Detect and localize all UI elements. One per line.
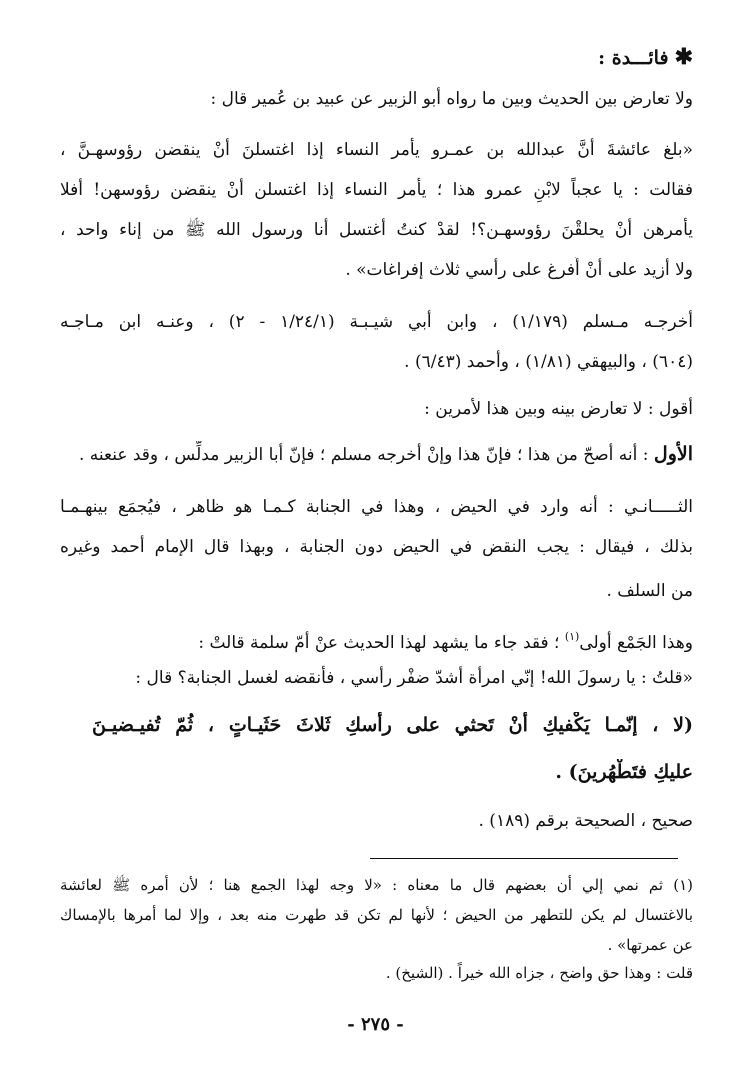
footnote-ref: (١) [564,630,580,643]
hadith1-line-1: «بلغ عائشةَ أنَّ عبدالله بن عمـرو يأمر النساء إذا اغتسلنَ أنْ ينقضن رؤوسهـنَّ ، [60,140,693,160]
grading-line: صحيح ، الصحيحة برقم (١٨٩) . [478,811,693,831]
second-line-3: من السلف . [606,581,693,601]
hadith2-line-1: «قلتُ : يا رسولَ الله! إنّي امرأة أشدّ ضفْر رأسي ، فأنقضه لغسل الجنابة؟ قال : [135,668,693,688]
jam-before: وهذا الجَمْع أولى [579,633,693,653]
section-heading [60,44,693,72]
intro-line: ولا تعارض بين الحديث وبين ما رواه أبو الزبير عن عبيد بن عُمير قال : [210,89,693,109]
takhrij-line-1: أخرجـه مـسلم (١/١٧٩) ، وابن أبي شيـبـة (١/٢٤/١ - ٢) ، وعنـه ابن مـاجـه [60,312,693,332]
footnote-divider [370,858,678,859]
first-reason [60,441,693,468]
hadith2-line-2: (لا ، إنّمـا يَكْفيكِ أنْ تَحثي على رأسكِ ثَلاثَ حَثَيـاتٍ ، ثُمّ تُفيـضيـنَ [92,714,693,736]
jam-line [60,624,693,656]
aqul-line: أقول : لا تعارض بينه وبين هذا لأمرين : [424,399,693,419]
hadith1-line-2: فقالت : يا عجباً لابْنِ عمرو هذا ؛ يأمر النساء إذا اغتسلن أنْ ينقضن رؤوسهن! أفلا [60,180,693,200]
first-text: : أنه أصحّ من هذا ؛ فإنّ هذا وإنْ أخرجه مسلم ؛ فإنّ أبا الزبير مدلِّس ، وقد عنعنه . [78,445,654,465]
first-label: الأول [653,443,693,465]
hadith2-line-3: عليكِ فتَطْهُرينَ) . [555,761,693,783]
footnote-line-4: قلت : وهذا حق واضح ، جزاه الله خيراً . (الشيخ) . [385,964,693,982]
footnote-line-2: بالاغتسال لم يكن للتطهر من الحيض ؛ لأنها لم تكن قد طهرت منه بعد ، وإلا لما أمرها بالإمساك [60,906,693,924]
hadith1-line-4: ولا أزيد على أنْ أُفرغ على رأسي ثلاث إفراغات» . [345,260,693,280]
hadith1-line-3: يأمرهن أنْ يحلقْنَ رؤوسهـن؟! لقدْ كنتُ أغتسل أنا ورسول الله ﷺ من إناء واحد ، [60,220,693,240]
jam-after: ؛ فقد جاء ما يشهد لهذا الحديث عنْ أمّ سلمة قالتْ : [198,633,565,653]
second-line-1: الثـــــانـي : أنه وارد في الحيض ، وهذا في الجنابة كـمـا هو ظاهر ، فيُجمَع بينهـمـا [60,497,693,517]
footnote-line-1: (١) ثم نمي إلي أن بعضهم قال ما معناه : «لا وجه لهذا الجمع هنا ؛ لأن أمره ﷺ لعائشة [60,876,693,894]
takhrij-line-2: (٦٠٤) ، والبيهقي (١/٨١) ، وأحمد (٦/٤٣) . [404,352,693,372]
second-line-2: بذلك ، فيقال : يجب النقض في الحيض دون الجنابة ، وبهذا قال الإمام أحمد وغيره [60,537,693,557]
page-number: - ٢٧٥ - [347,1014,404,1035]
heading-title: فائـــدة : [598,47,669,69]
footnote-line-3: عن عمرتها» . [607,936,693,954]
star-icon: ✱ [674,44,693,70]
